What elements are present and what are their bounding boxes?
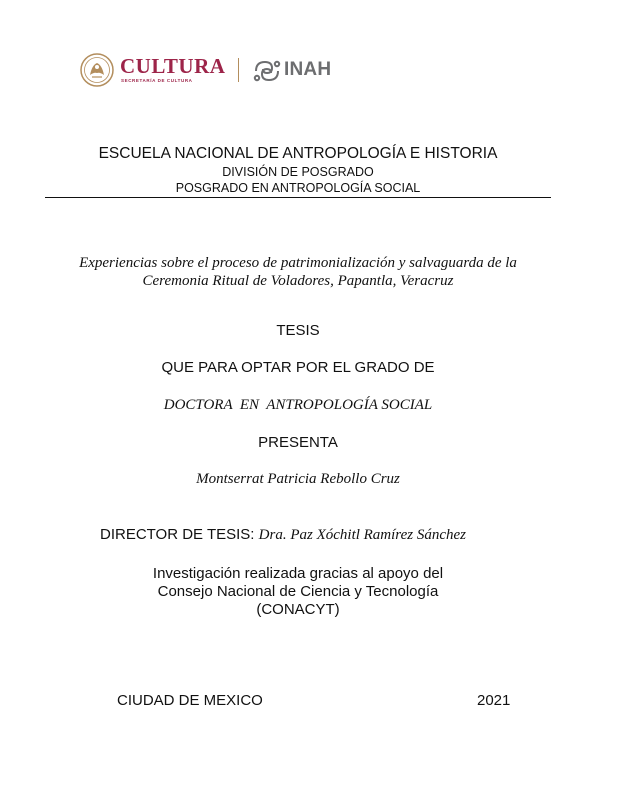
year: 2021 (477, 692, 511, 709)
director-label: DIRECTOR DE TESIS: (100, 526, 259, 543)
acknowledgement-line-3: (CONACYT) (256, 601, 340, 618)
inah-wordmark: INAH (284, 59, 332, 80)
cultura-wordmark: CULTURA (120, 54, 226, 78)
division-name: DIVISIÓN DE POSGRADO (222, 165, 374, 179)
author-name: Montserrat Patricia Rebollo Cruz (196, 471, 400, 487)
cultura-subtitle: SECRETARÍA DE CULTURA (121, 78, 193, 83)
inah-glyph-icon (252, 58, 282, 84)
school-name: ESCUELA NACIONAL DE ANTROPOLOGÍA E HISTORIA (98, 145, 498, 162)
city: CIUDAD DE MEXICO (117, 692, 263, 709)
program-name: POSGRADO EN ANTROPOLOGÍA SOCIAL (175, 181, 421, 195)
header-divider (45, 197, 551, 198)
mexico-coat-of-arms-icon (80, 53, 114, 87)
acknowledgement-line-2: Consejo Nacional de Ciencia y Tecnología (157, 583, 439, 600)
degree-name: DOCTORA EN ANTROPOLOGÍA SOCIAL (163, 397, 433, 413)
director-name: Dra. Paz Xóchitl Ramírez Sánchez (258, 527, 466, 543)
institution-logos (80, 50, 350, 90)
acknowledgement-line-1: Investigación realizada gracias al apoyo del (152, 565, 444, 582)
logo-divider (238, 58, 239, 82)
thesis-title-line-1: Experiencias sobre el proceso de patrimonialización y salvaguarda de la (79, 255, 517, 271)
director-line (100, 526, 466, 544)
tesis-label: TESIS (276, 322, 320, 339)
thesis-title-line-2: Ceremonia Ritual de Voladores, Papantla, Veracruz (142, 273, 454, 289)
presenta-label: PRESENTA (258, 434, 338, 451)
degree-intro: QUE PARA OPTAR POR EL GRADO DE (161, 359, 435, 376)
